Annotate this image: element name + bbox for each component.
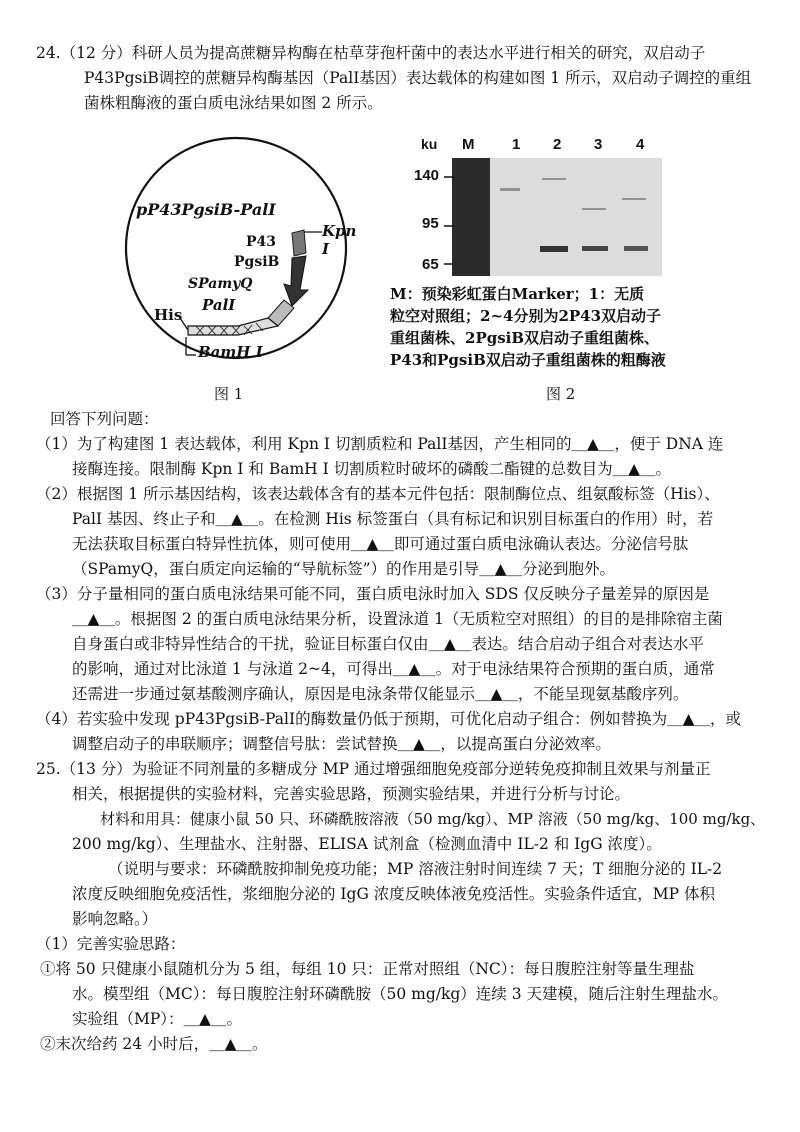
lane-label-m: M: [462, 136, 475, 153]
lane-label-3: 3: [594, 136, 603, 153]
body-line: 水。模型组（MC）：每日腹腔注射环磷酰胺（50 mg/kg）连续 3 天建模，随后注射生理盐水。: [72, 985, 729, 1003]
pgsib-label: PgsiB: [234, 254, 280, 270]
figure-1-caption: 图 1: [214, 385, 244, 403]
q24-line-1: 24.（12 分）科研人员为提高蔗糖异构酶在枯草芽孢杆菌中的表达水平进行相关的研究，双启动子: [36, 44, 706, 62]
band-lane-4: [624, 246, 648, 251]
body-line: 25.（13 分）为验证不同剂量的多糖成分 MP 通过增强细胞免疫部分逆转免疫抑制且效果与剂量正: [36, 760, 711, 778]
body-line: ②末次给药 24 小时后，＿▲＿。: [40, 1035, 268, 1053]
q24-line-2: P43PgsiB调控的蔗糖异构酶基因（PalI基因）表达载体的构建如图 1 所示，双启动子调控的重组: [84, 69, 752, 87]
body-line: 接酶连接。限制酶 Kpn I 和 BamH I 切割质粒时破坏的磷酸二酯键的总数目为＿▲＿。: [72, 460, 672, 478]
pali-label: PalI: [202, 296, 236, 314]
body-line: 调整启动子的串联顺序；调整信号肽：尝试替换＿▲＿，以提高蛋白分泌效率。: [72, 735, 611, 753]
body-line: （SPamyQ，蛋白质定向运输的“导航标签”）的作用是引导＿▲＿分泌到胞外。: [72, 560, 616, 578]
body-line: 相关，根据提供的实验材料，完善实验思路，预测实验结果，并进行分析与讨论。: [72, 785, 631, 803]
legend-line: 粒空对照组；2~4分别为2P43双启动子: [390, 307, 662, 325]
plasmid-name-label: pP43PgsiB-PalI: [136, 200, 276, 219]
kpn-label: Kpn I: [322, 222, 357, 258]
body-line: ①将 50 只健康小鼠随机分为 5 组，每组 10 只：正常对照组（NC）：每日腹腔注射等量生理盐: [40, 960, 695, 978]
bamh-label: BamH I: [198, 343, 263, 361]
legend-line: P43和PgsiB双启动子重组菌株的粗酶液: [390, 351, 666, 369]
lane-label-2: 2: [553, 136, 562, 153]
body-line: 实验组（MP）：＿▲＿。: [72, 1010, 242, 1028]
lane-label-1: 1: [512, 136, 521, 153]
marker-140: 140: [414, 167, 440, 184]
gel-image: [452, 158, 662, 276]
body-line: （1）为了构建图 1 表达载体，利用 Kpn I 切割质粒和 PalI基因，产生相同的＿▲＿，便于 DNA 连: [36, 435, 724, 453]
band-lane-2: [540, 246, 568, 252]
ku-label: ku: [421, 136, 438, 152]
body-line: 自身蛋白或非特异性结合的干扰，验证目标蛋白仅由＿▲＿表达。结合启动子组合对表达水平: [72, 635, 704, 653]
marker-65: 65: [422, 256, 439, 273]
p43-label: P43: [246, 234, 277, 250]
body-line: 还需进一步通过氨基酸测序确认，原因是电泳条带仅能显示＿▲＿，不能呈现氨基酸序列。: [72, 685, 689, 703]
q24-line-3: 菌株粗酶液的蛋白质电泳结果如图 2 所示。: [84, 94, 383, 112]
body-line: 的影响，通过对比泳道 1 与泳道 2~4，可得出＿▲＿。对于电泳结果符合预期的蛋白质，通常: [72, 660, 715, 678]
band-lane-3: [582, 246, 608, 251]
body-line: 200 mg/kg）、生理盐水、注射器、ELISA 试剂盒（检测血清中 IL-2 和 IgG 浓度）。: [72, 835, 662, 853]
body-line: （2）根据图 1 所示基因结构，该表达载体含有的基本元件包括：限制酶位点、组氨酸标签（His）、: [36, 485, 720, 503]
body-line: 浓度反映细胞免疫活性，浆细胞分泌的 IgG 浓度反映体液免疫活性。实验条件适宜，MP 体积: [72, 885, 716, 903]
body-line: （1）完善实验思路：: [36, 935, 186, 953]
body-line: （3）分子量相同的蛋白质电泳结果可能不同，蛋白质电泳时加入 SDS 仅反映分子量差异的原因是: [36, 585, 710, 603]
body-line: （说明与要求：环磷酰胺抑制免疫功能；MP 溶液注射时间连续 7 天；T 细胞分泌的 IL-2: [108, 860, 723, 878]
marker-ticks: [444, 160, 454, 278]
lane-label-4: 4: [636, 136, 645, 153]
body-line: 无法获取目标蛋白特异性抗体，则可使用＿▲＿即可通过蛋白质电泳确认表达。分泌信号肽: [72, 535, 689, 553]
body-line: PalI 基因、终止子和＿▲＿。在检测 His 标签蛋白（具有标记和识别目标蛋白的作用）时，若: [72, 510, 714, 528]
body-line: 材料和用具：健康小鼠 50 只、环磷酰胺溶液（50 mg/kg）、MP 溶液（50 mg/kg、100 mg/kg、: [100, 810, 766, 828]
body-line: 回答下列问题：: [50, 410, 159, 428]
figure-1-plasmid: [108, 130, 368, 380]
figure-2-legend: [390, 283, 690, 371]
body-line: ＿▲＿。根据图 2 的蛋白质电泳结果分析，设置泳道 1（无质粒空对照组）的目的是排除宿主菌: [72, 610, 723, 628]
spamyq-label: SPamyQ: [188, 276, 253, 292]
body-line: （4）若实验中发现 pP43PgsiB-PalI的酶数量仍低于预期，可优化启动子组合：例如替换为＿▲＿，或: [36, 710, 742, 728]
legend-line: 重组菌株、2PgsiB双启动子重组菌株、: [390, 329, 660, 347]
his-label: His: [154, 306, 183, 324]
marker-95: 95: [422, 215, 439, 232]
figure-2-caption: 图 2: [546, 385, 576, 403]
legend-line: M：预染彩虹蛋白Marker；1：无质: [390, 285, 645, 303]
body-line: 影响忽略。）: [72, 910, 158, 928]
